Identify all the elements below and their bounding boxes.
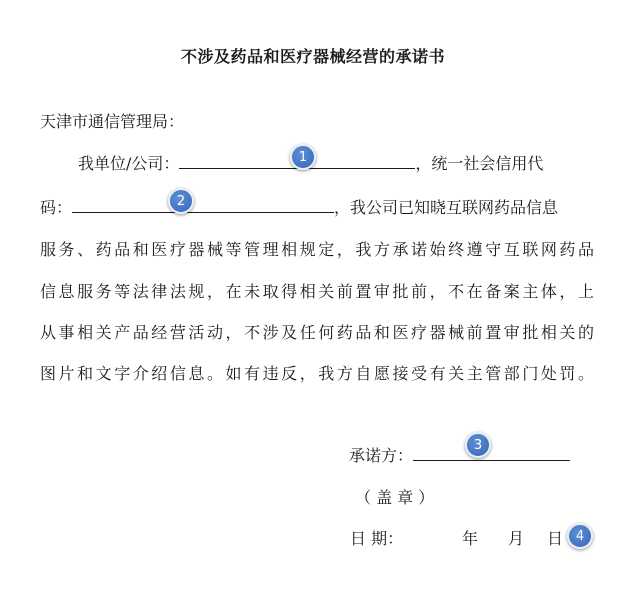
date-label: 日 期： (350, 529, 404, 548)
marker-badge-1[interactable]: 1 (290, 144, 316, 170)
paragraph-line-5: 从事相关产品经营活动，不涉及任何药品和医疗器械前置审批相关的 (40, 323, 594, 342)
company-name-label: 我单位/公司： (78, 154, 180, 173)
marker-badge-2[interactable]: 2 (168, 188, 194, 214)
promisor-row (349, 446, 570, 466)
document-title: 不涉及药品和医疗器械经营的承诺书 (180, 47, 445, 66)
year-label: 年 (462, 529, 479, 548)
promisor-blank[interactable] (413, 446, 570, 461)
paragraph-line-2-suffix: ，我公司已知晓互联网药品信息 (334, 198, 559, 217)
code-label: 码： (40, 198, 73, 217)
marker-badge-3[interactable]: 3 (465, 432, 491, 458)
promisor-label: 承诺方： (349, 446, 414, 465)
day-label: 日 (547, 529, 564, 548)
credit-code-label: ，统一社会信用代 (415, 154, 544, 173)
marker-badge-4[interactable]: 4 (567, 523, 593, 549)
credit-code-blank[interactable] (72, 198, 334, 213)
seal-label: （ 盖 章 ） (355, 488, 435, 507)
paragraph-line-6: 图片和文字介绍信息。如有违反，我方自愿接受有关主管部门处罚。 (40, 364, 594, 383)
addressee: 天津市通信管理局： (40, 112, 185, 131)
paragraph-line-2 (40, 198, 558, 218)
month-label: 月 (508, 529, 525, 548)
paragraph-line-3: 服务、药品和医疗器械等管理相规定，我方承诺始终遵守互联网药品 (40, 240, 594, 259)
paragraph-line-4: 信息服务等法律法规，在未取得相关前置审批前，不在备案主体，上 (40, 282, 594, 301)
